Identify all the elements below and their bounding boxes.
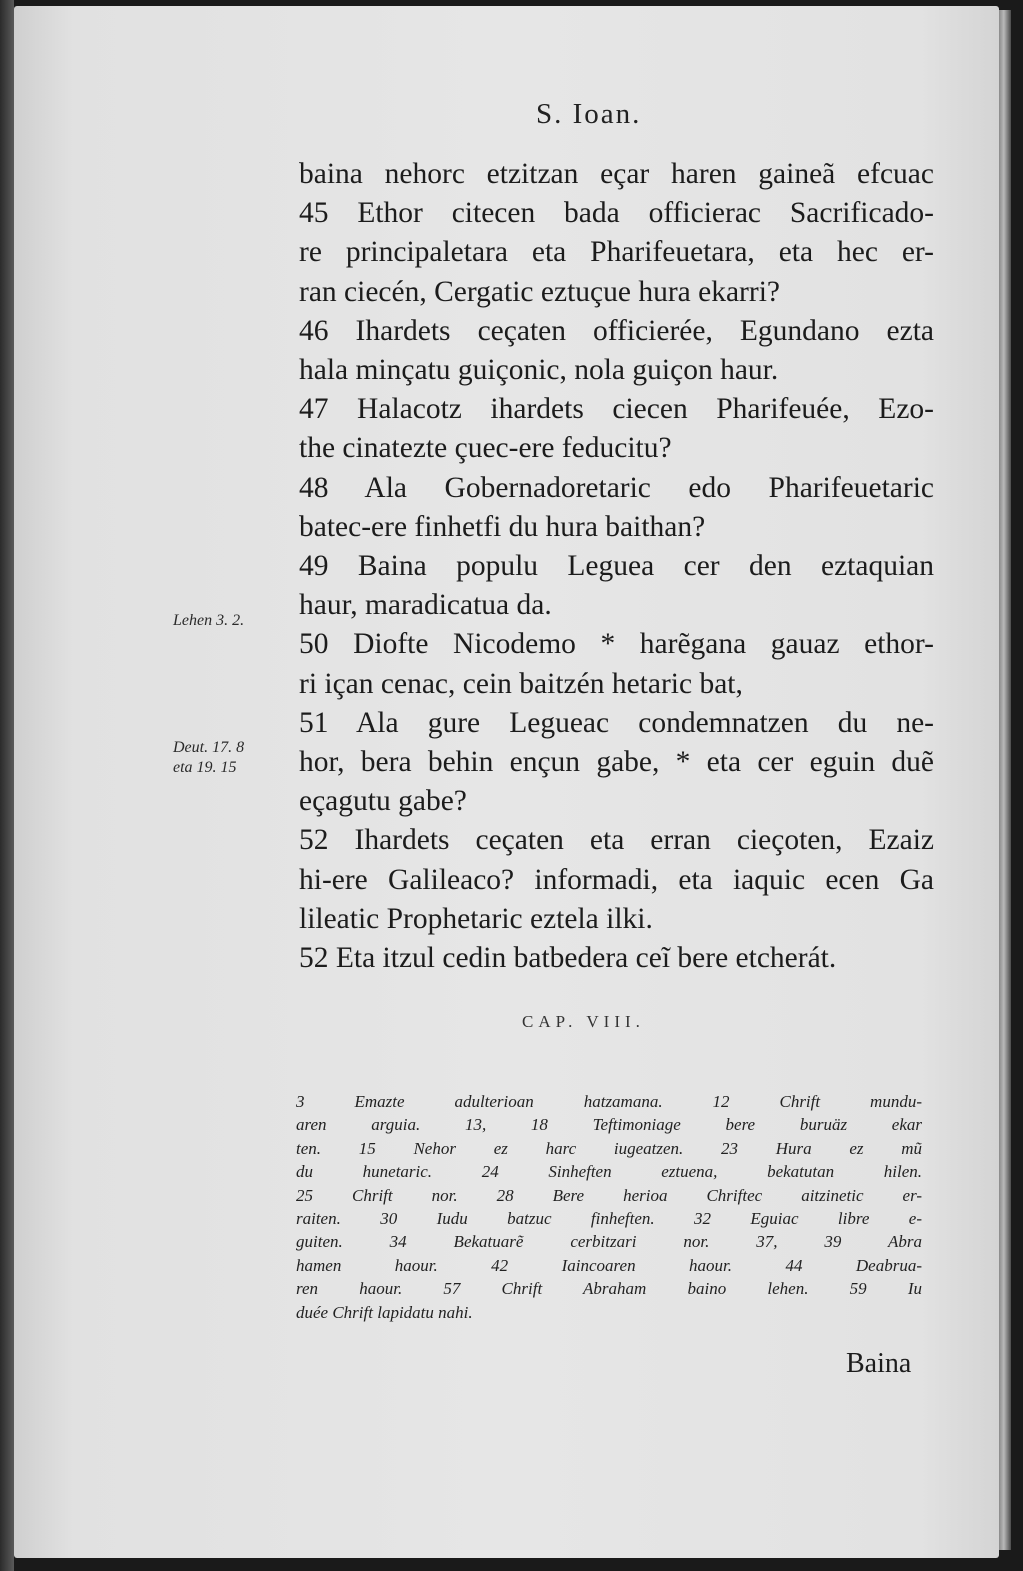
chapter-heading: CAP. VIII.	[522, 1012, 645, 1031]
summary-line: hamen haour. 42 Iaincoaren haour. 44 Deabrua-	[296, 1255, 922, 1275]
text-line: re principaletara eta Pharifeuetara, eta hec er-	[299, 236, 934, 269]
summary-line: du hunetaric. 24 Sinheften eztuena, bekatutan hilen.	[296, 1162, 922, 1182]
text-line: 45 Ethor citecen bada officierac Sacrificado-	[299, 197, 934, 230]
text-line: ran ciecén, Cergatic eztuçue hura ekarri?	[299, 275, 780, 308]
summary-line: 3 Emazte adulterioan hatzamana. 12 Chrift mundu-	[296, 1092, 922, 1111]
text-line: hala minçatu guiçonic, nola guiçon haur.	[299, 354, 779, 387]
text-line: 49 Baina populu Leguea cer den eztaquian	[299, 550, 934, 583]
main-text	[299, 155, 934, 978]
text-line: 52 Ihardets ceçaten eta erran cieçoten, Ezaiz	[299, 824, 934, 857]
chapter-summary	[296, 1090, 922, 1324]
text-line: 48 Ala Gobernadoretaric edo Pharifeuetaric	[299, 471, 934, 504]
margin-note-lehen: Lehen 3. 2.	[173, 612, 245, 629]
running-title: S. Ioan.	[536, 98, 642, 130]
text-line: the cinatezte çuec-ere feducitu?	[299, 432, 672, 465]
text-line: ri içan cenac, cein baitzén hetaric bat,	[299, 667, 743, 700]
margin-note-deut: Deut. 17. 8	[173, 739, 245, 756]
text-line: eçagutu gabe?	[299, 785, 467, 818]
text-line: 51 Ala gure Legueac condemnatzen du ne-	[299, 706, 934, 739]
text-line: baina nehorc etzitzan eçar haren gaineã efcuac	[299, 158, 934, 190]
margin-note-deut-2: eta 19. 15	[173, 759, 237, 776]
text-line: 50 Diofte Nicodemo * harẽgana gauaz ethor-	[299, 628, 934, 661]
summary-line: ren haour. 57 Chrift Abraham baino lehen. 59 Iu	[296, 1279, 922, 1299]
summary-line: duée Chrift lapidatu nahi.	[296, 1302, 473, 1322]
text-line: 46 Ihardets ceçaten officierée, Egundano ezta	[299, 314, 934, 347]
summary-line: raiten. 30 Iudu batzuc finheften. 32 Eguiac libre e-	[296, 1209, 922, 1229]
text-line: hi-ere Galileaco? informadi, eta iaquic ecen Ga	[299, 863, 934, 896]
text-line: haur, maradicatua da.	[299, 589, 552, 622]
text-line: hor, bera behin ençun gabe, * eta cer eguin duẽ	[299, 746, 934, 779]
summary-line: guiten. 34 Bekatuarẽ cerbitzari nor. 37, 39 Abra	[296, 1232, 922, 1252]
book-gutter	[0, 0, 14, 1571]
summary-line: 25 Chrift nor. 28 Bere herioa Chriftec aitzinetic er-	[296, 1185, 922, 1205]
text-line: 47 Halacotz ihardets ciecen Pharifeuée, Ezo-	[299, 393, 934, 426]
page-edge	[999, 10, 1011, 1550]
text-line: batec-ere finhetfi du hura baithan?	[299, 510, 706, 543]
text-line: 52 Eta itzul cedin batbedera ceĩ bere etcherát.	[299, 942, 837, 975]
catchword: Baina	[846, 1348, 912, 1379]
summary-line: ten. 15 Nehor ez harc iugeatzen. 23 Hura ez mũ	[296, 1138, 922, 1158]
summary-line: aren arguia. 13, 18 Teftimoniage bere buruäz ekar	[296, 1115, 922, 1135]
text-line: lileatic Prophetaric eztela ilki.	[299, 902, 653, 935]
